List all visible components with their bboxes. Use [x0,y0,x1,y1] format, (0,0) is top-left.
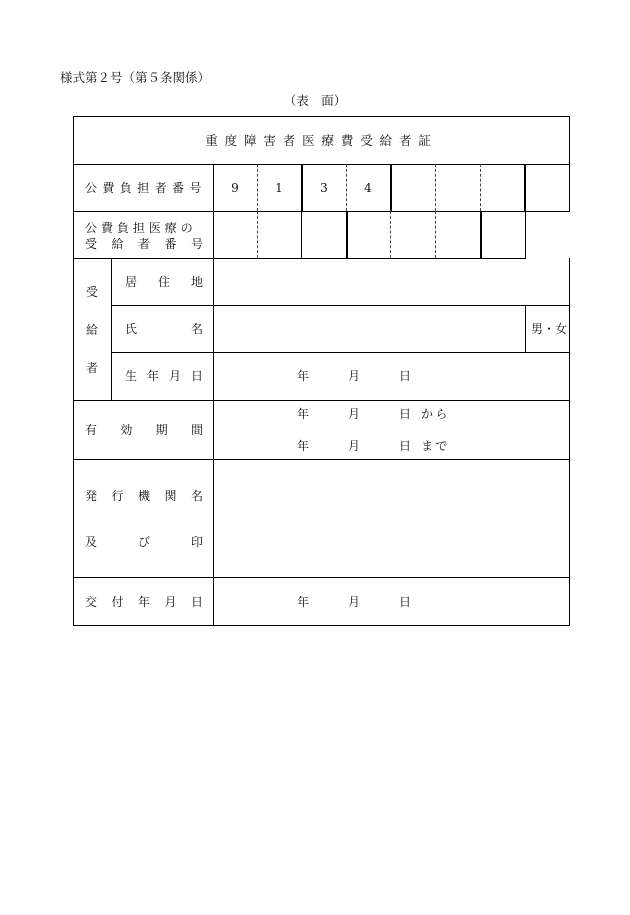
label-char: 月 [169,369,182,383]
label-char: 地 [191,275,204,289]
recipient-group-char-1: 受 [86,285,99,299]
border-right-lower [569,258,570,626]
issuer-label-line1 [85,490,203,503]
label-char: 日 [191,595,204,609]
recip-sep-1 [257,211,258,258]
label-char: 氏 [125,322,138,336]
issuer-label-line2 [85,536,203,549]
payer-sep-5 [435,164,436,211]
sex-label: 男・女 [531,322,568,336]
label-char: び [138,535,151,549]
payer-number-label: 公費負担者番号 [85,181,207,195]
label-char: 月 [164,595,177,609]
divider-recipient-number [73,258,526,259]
border-bottom [73,625,570,626]
divider-address [111,305,570,306]
payer-sep-6 [480,164,481,211]
label-char: 発 [85,489,98,503]
validity-from-year: 年 [297,407,310,421]
validity-to-day: 日 [399,439,412,453]
form-number-label: 様式第２号（第５条関係） [60,70,211,85]
certificate-form [73,116,570,626]
validity-to-year: 年 [297,439,310,453]
label-char: 名 [191,489,204,503]
certificate-title: 重度障害者医療費受給者証 [205,133,438,148]
label-char: 間 [191,423,204,437]
recip-sep-3 [346,211,348,258]
payer-sep-4 [390,164,392,211]
issue-date-label [85,596,203,609]
divider-name [111,352,570,353]
sex-column-divider [525,305,526,353]
border-left [73,116,74,626]
label-char: 効 [120,423,133,437]
label-char: 有 [85,423,98,437]
label-char: 交 [85,595,98,609]
validity-from-month: 月 [348,407,361,421]
label-char: 生 [125,369,138,383]
validity-to-suffix: まで [421,439,450,453]
divider-issuer [73,577,570,578]
label-char: 印 [191,535,204,549]
label-char: 年 [147,369,160,383]
side-indicator: （表 面） [283,93,347,108]
border-top [73,116,570,117]
birthdate-day: 日 [399,369,412,383]
validity-from-day: 日 [399,407,412,421]
name-label [125,323,203,336]
recipient-group-char-3: 者 [86,361,99,375]
label-char: 給 [111,237,124,251]
recip-sep-5 [435,211,436,258]
label-char: 者 [138,237,151,251]
recip-sep-6 [480,211,482,258]
label-char: 機 [138,489,151,503]
label-char: 付 [111,595,124,609]
divider-birthdate [73,400,570,401]
label-char: 号 [191,237,204,251]
recipient-number-label-line1: 公費負担医療の [85,221,197,235]
label-char: 行 [111,489,124,503]
payer-digit-3: 3 [320,181,328,195]
label-char: 日 [191,369,204,383]
birthdate-year: 年 [297,369,310,383]
divider-title [73,164,570,165]
payer-digit-2: 1 [275,181,283,195]
label-char: 及 [85,535,98,549]
divider-validity [73,459,570,460]
label-char: 関 [164,489,177,503]
payer-sep-7 [524,164,526,211]
border-right-upper [569,116,570,212]
payer-digit-4: 4 [364,181,372,195]
birthdate-label [125,370,203,383]
recipient-group-char-2: 給 [86,323,99,337]
recip-sep-4 [390,211,391,258]
recip-sep-2 [301,211,302,258]
issue-date-year: 年 [297,595,310,609]
label-char: 名 [191,322,204,336]
recipient-number-label-line2 [85,238,203,251]
address-label [125,276,203,289]
label-char: 住 [158,275,171,289]
label-column-divider [213,164,214,626]
label-char: 期 [155,423,168,437]
birthdate-month: 月 [348,369,361,383]
validity-label [85,424,203,437]
label-char: 番 [164,237,177,251]
divider-payer [73,211,570,212]
payer-digit-1: 9 [231,181,239,195]
issue-date-day: 日 [399,595,412,609]
label-char: 受 [85,237,98,251]
recipient-group-divider [111,258,112,401]
label-char: 居 [125,275,138,289]
issue-date-month: 月 [348,595,361,609]
validity-to-month: 月 [348,439,361,453]
label-char: 年 [138,595,151,609]
recipient-number-right-edge [525,211,526,259]
validity-from-suffix: から [421,407,450,421]
